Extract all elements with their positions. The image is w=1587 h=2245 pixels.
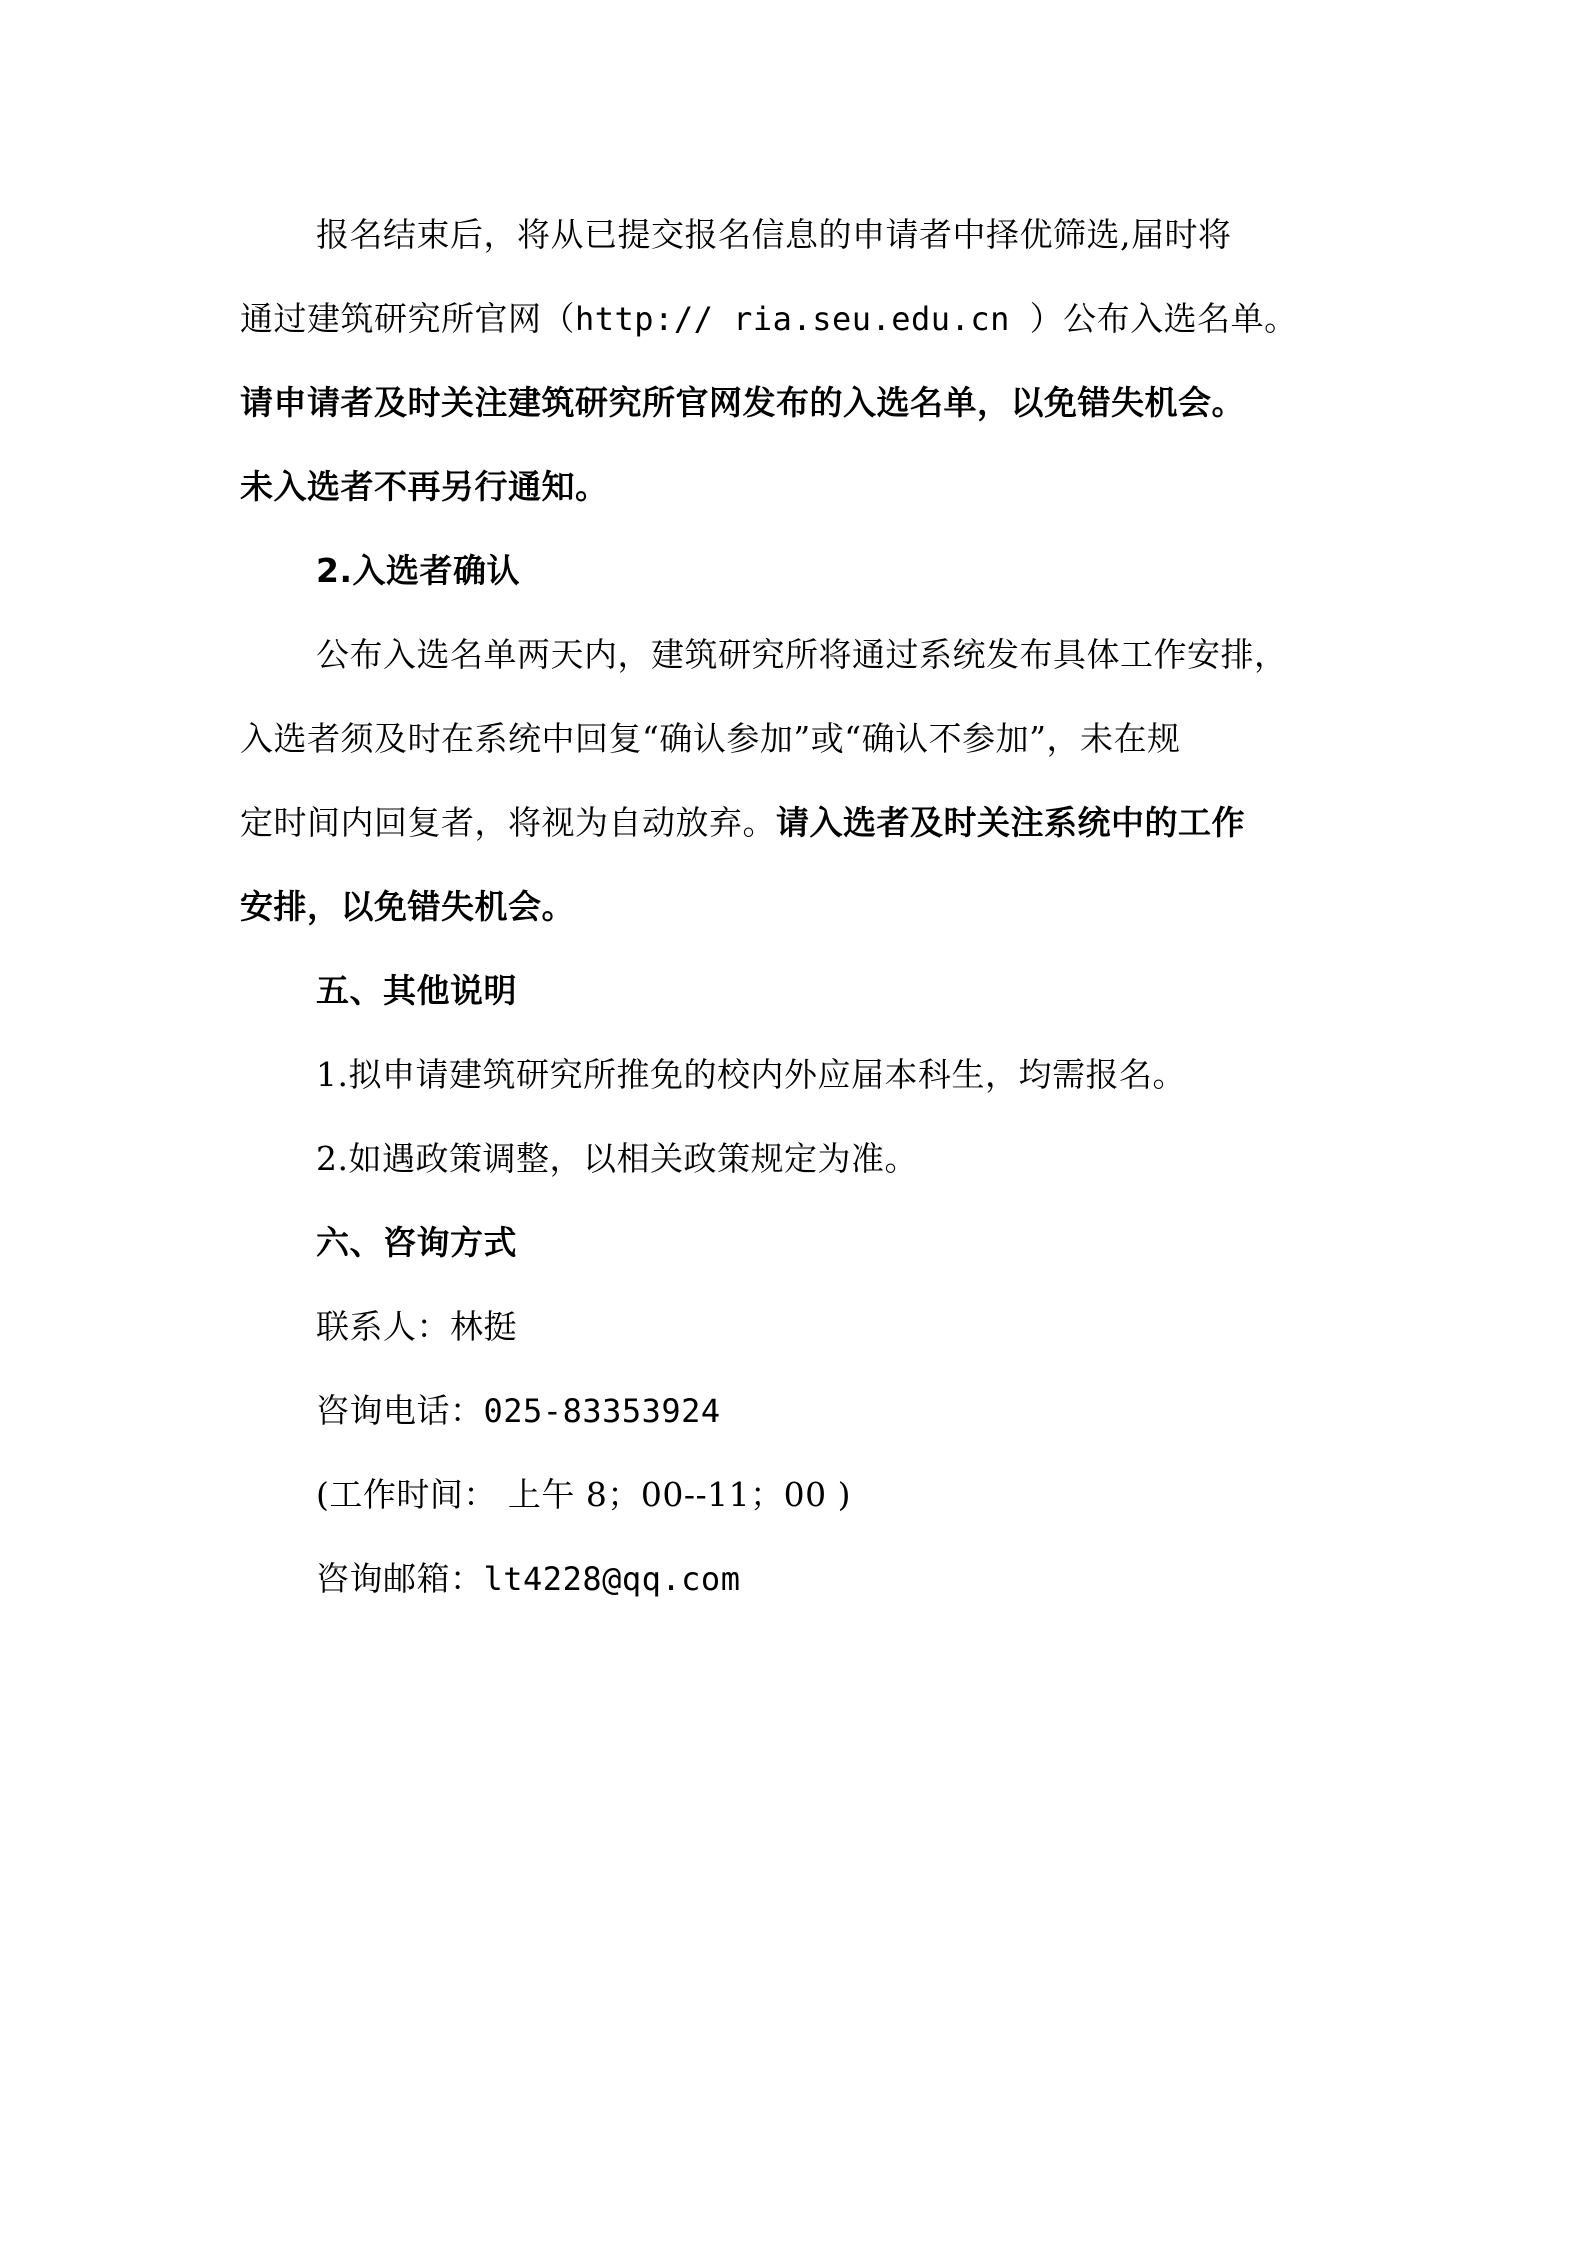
emphasis-text-line: 安排，以免错失机会。 xyxy=(240,887,575,926)
emphasis-text-segment: 请入选者及时关注系统中的工作 xyxy=(776,803,1245,842)
section-heading-text: 2.入选者确认 xyxy=(316,551,520,590)
paragraph-text-segment: ）公布入选名单。 xyxy=(1029,299,1298,338)
paragraph-text-line: 入选者须及时在系统中回复“确认参加”或“确认不参加”，未在规 xyxy=(240,719,1181,758)
emphasis-text-line: 未入选者不再另行通知。 xyxy=(240,467,609,506)
list-item xyxy=(316,1138,918,1180)
section-heading xyxy=(316,550,520,592)
emphasis-text xyxy=(240,382,1245,424)
list-item-text: 2.如遇政策调整，以相关政策规定为准。 xyxy=(316,1139,918,1178)
paragraph-text-line: 公布入选名单两天内，建筑研究所将通过系统发布具体工作安排， xyxy=(316,635,1288,674)
paragraph-text-segment: 定时间内回复者，将视为自动放弃。 xyxy=(240,803,776,842)
paragraph-text-segment: 通过建筑研究所官网（ xyxy=(240,299,575,338)
paragraph-text xyxy=(240,298,1298,340)
working-hours xyxy=(316,1474,851,1516)
email-address: lt4228@qq.com xyxy=(483,1560,741,1598)
paragraph-text xyxy=(240,718,1180,760)
section-heading xyxy=(316,1222,517,1264)
paragraph-text xyxy=(240,802,1245,844)
working-hours-text: (工作时间： 上午 8；00--11；00 ) xyxy=(316,1475,851,1514)
paragraph-text xyxy=(316,214,1232,256)
contact-email xyxy=(316,1558,740,1600)
phone-number: 025-83353924 xyxy=(483,1392,721,1430)
contact-phone xyxy=(316,1390,721,1432)
emphasis-text xyxy=(240,886,575,928)
email-label: 咨询邮箱： xyxy=(316,1559,484,1598)
paragraph-text-line: 报名结束后，将从已提交报名信息的申请者中择优筛选,届时将 xyxy=(316,215,1232,254)
section-heading-text: 六、咨询方式 xyxy=(316,1223,517,1262)
list-item-text: 1.拟申请建筑研究所推免的校内外应届本科生，均需报名。 xyxy=(316,1055,1186,1094)
section-heading xyxy=(316,970,517,1012)
paragraph-text xyxy=(316,634,1288,676)
emphasis-text xyxy=(240,466,609,508)
section-heading-text: 五、其他说明 xyxy=(316,971,517,1010)
phone-label: 咨询电话： xyxy=(316,1391,484,1430)
website-url: http:// ria.seu.edu.cn xyxy=(575,300,1030,338)
contact-person-text: 联系人：林挺 xyxy=(316,1307,517,1346)
contact-person xyxy=(316,1306,517,1348)
emphasis-text-line: 请申请者及时关注建筑研究所官网发布的入选名单，以免错失机会。 xyxy=(240,383,1245,422)
list-item xyxy=(316,1054,1186,1096)
